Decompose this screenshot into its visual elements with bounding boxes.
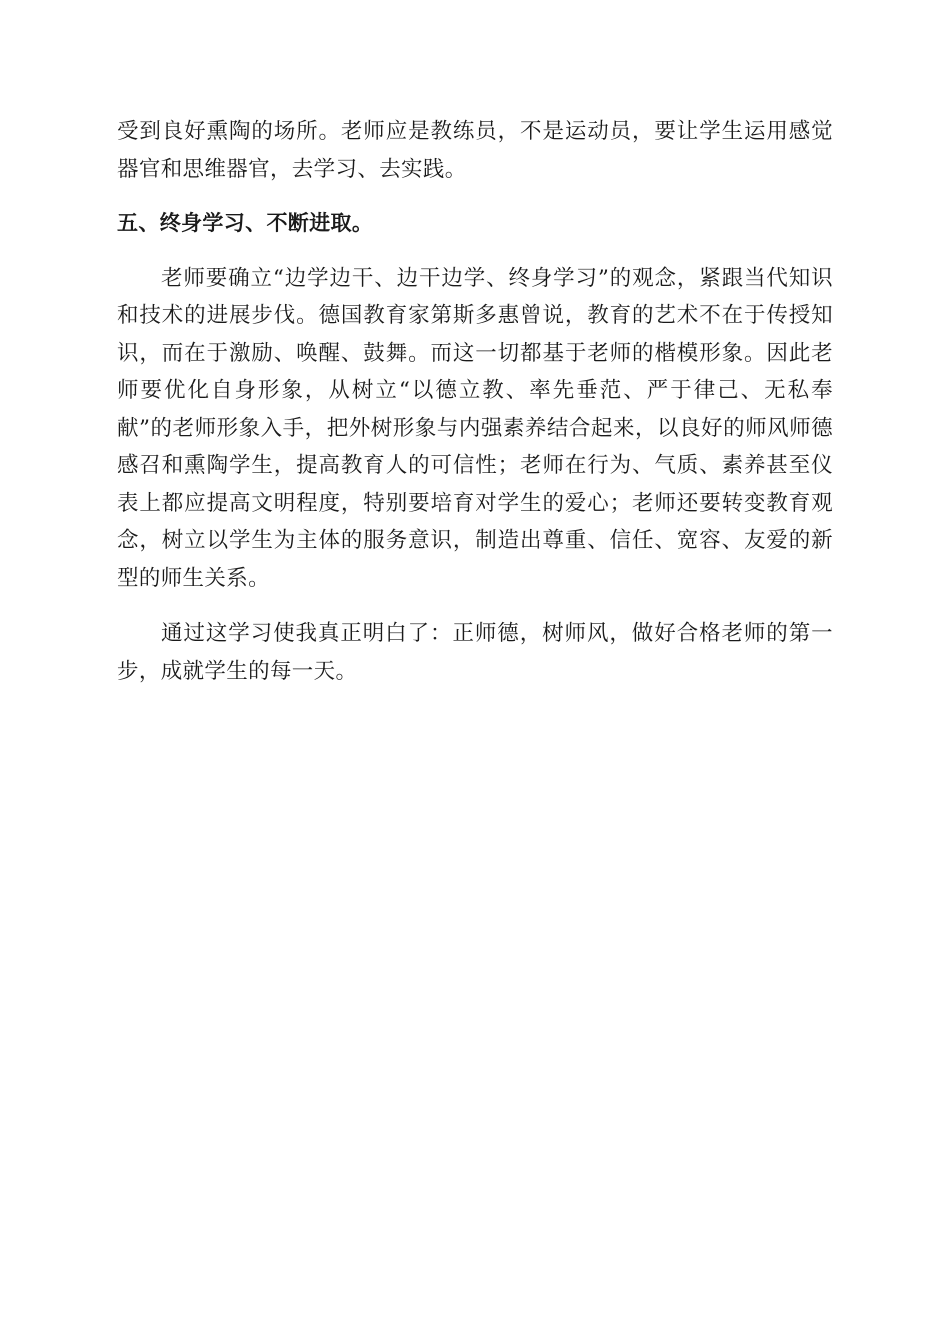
section-heading: 五、终身学习、不断进取。 (117, 211, 374, 235)
document-body (117, 113, 833, 690)
paragraph-lifelong-learning: 老师要确立“边学边干、边干边学、终身学习”的观念，紧跟当代知识和技术的进展步伐。德国教育家第斯多惠曾说，教育的艺术不在于传授知识，而在于激励、唤醒、鼓舞。而这一切都基于老师的楷模形象。因此老师要优化自身形象，从树立“以德立教、率先垂范、严于律己、无私奉献”的老师形象入手，把外树形象与内强素养结合起来，以良好的师风师德感召和熏陶学生，提高教育人的可信性；老师在行为、气质、素养甚至仪表上都应提高文明程度，特别要培育对学生的爱心；老师还要转变教育观念，树立以学生为主体的服务意识，制造出尊重、信任、宽容、友爱的新型的师生关系。 (117, 265, 833, 591)
paragraph-conclusion: 通过这学习使我真正明白了：正师德，树师风，做好合格老师的第一步，成就学生的每一天。 (117, 621, 833, 684)
paragraph-continuation: 受到良好熏陶的场所。老师应是教练员，不是运动员，要让学生运用感觉器官和思维器官，去学习、去实践。 (117, 119, 833, 182)
